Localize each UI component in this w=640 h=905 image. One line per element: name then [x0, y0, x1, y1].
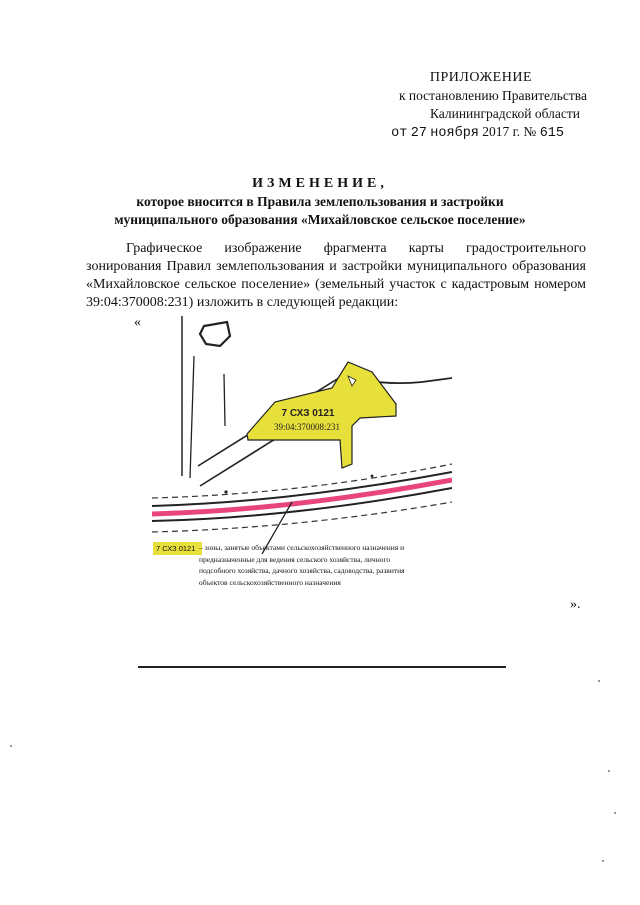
number-prefix: №: [523, 124, 537, 139]
appendix-date-line: [391, 124, 564, 141]
appendix-line-2: Калининградской области: [429, 106, 580, 121]
boundary-line-mid: [190, 356, 194, 478]
road-centerline: [152, 480, 452, 514]
boundary-tick: [224, 374, 225, 426]
legend-description: – зоны, занятые объектами сельскохозяйственного назначения и предназначенные для ведения сельского хозяйства, личного подсобного хозяйства, дачного хозяйства, садоводства, развития объектов сельскохозяйственного назначения: [199, 543, 405, 587]
date-prefix: от: [391, 126, 408, 141]
body-paragraph-text: Графическое изображение фрагмента карты градостроительного зонирования Правил землепользования и застройки муниципального образования «Михайловское сельское поселение» (земельный участок с кадастровым номером 39:04:370008:231) изложить в следующей редакции:: [86, 241, 586, 310]
amendment-title: ИЗМЕНЕНИЕ,: [252, 176, 388, 191]
cadastral-number-label: 39:04:370008:231: [273, 422, 341, 432]
road-dashed-lower: [152, 502, 452, 532]
map-dot: [224, 490, 227, 493]
parcel-outline-top: [200, 322, 230, 346]
body-paragraph: [86, 240, 586, 312]
close-quote: ».: [570, 597, 581, 612]
legend-zone-swatch: 7 СХЗ 0121: [153, 542, 202, 555]
open-quote: «: [134, 315, 141, 330]
zoning-map-fragment: [152, 316, 452, 554]
scan-speck: [614, 812, 616, 814]
scan-speck: [608, 770, 610, 772]
amendment-subtitle-line-1: которое вносится в Правила землепользования и застройки: [136, 194, 504, 209]
scan-speck: [598, 680, 600, 682]
zone-code-label: 7 СХЗ 0121: [281, 408, 335, 419]
map-dot: [371, 475, 374, 478]
bottom-rule: [138, 666, 506, 668]
date-day: 27: [410, 126, 427, 141]
document-number: 615: [539, 126, 564, 141]
date-year: 2017 г.: [482, 124, 521, 139]
amendment-subtitle-line-2: муниципального образования «Михайловское сельское поселение»: [114, 212, 526, 227]
scan-speck: [10, 745, 12, 747]
scan-speck: [602, 860, 604, 862]
appendix-line-1: к постановлению Правительства: [398, 88, 587, 103]
date-month: ноября: [430, 126, 479, 141]
appendix-title: ПРИЛОЖЕНИЕ: [429, 70, 532, 85]
